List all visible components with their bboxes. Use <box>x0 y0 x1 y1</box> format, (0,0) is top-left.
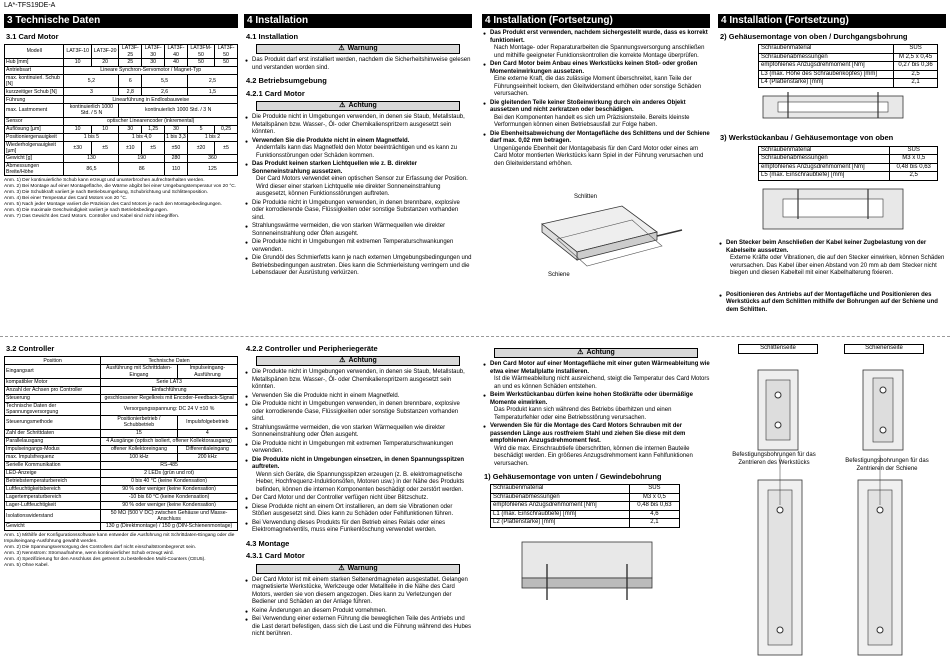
table-cell: 6 <box>119 74 142 87</box>
table-cell: Differentialeingang <box>177 445 237 453</box>
table-row <box>5 125 238 133</box>
env-item: ● Die Produkte nicht in Umgebungen verwenden, in denen brennbare, explosive oder korrodierende Gase, Flüssigkeiten oder sonstige Substanzen vorhanden sind. <box>252 200 472 223</box>
env-item: ● Strahlungswärme vermeiden, die von starken Wärmequellen wie direkter Sonneneinstrahlung oder Öfen ausgeht. <box>252 223 472 238</box>
table-row <box>759 45 938 54</box>
table-cell: Impulsfolgebetrieb <box>177 416 237 429</box>
table-cell: 1 bis 2 <box>187 133 237 141</box>
installation-cont-header-2: 4 Installation (Fortsetzung) <box>718 14 946 28</box>
table-cell: Schraubenmaterial <box>759 45 894 54</box>
table-cell: 190 <box>119 155 165 163</box>
table-cell: L4 (Plattenstärke) [mm] <box>759 79 894 88</box>
note-line: Anm. 2) Die Spannungsversorgung des Controllers darf nicht einschaltstrombegrenzt sein. <box>4 545 196 550</box>
bottom-mounting-table <box>490 484 680 528</box>
table-row <box>5 523 238 531</box>
table-cell: 4 Ausgänge (optisch isoliert, offener Kollektorausgang) <box>101 437 238 445</box>
table-cell: 2,5 <box>890 172 938 181</box>
table-row <box>491 485 680 494</box>
table-cell: Sensor <box>5 117 64 125</box>
table-cell: 4,6 <box>629 510 679 519</box>
table-cell: 1 bis 3,3 <box>166 133 186 140</box>
env-item-bold: ● Verwenden Sie die Produkte nicht in einem Magnetfeld. Andernfalls kann das Magnetfeld den Motor beeinträchtigen und es kann zu Funktionsstörungen oder Schäden kommen. <box>252 138 472 161</box>
table-row <box>491 510 680 519</box>
table-row <box>5 141 238 154</box>
workpiece-mounting-title: 3) Werkstückanbau / Gehäusemontage von oben <box>720 133 894 143</box>
table-cell: 5,5 <box>142 74 188 87</box>
table-cell: Schraubenabmessungen <box>759 53 894 62</box>
table-cell: 0 bis 40 °C (keine Kondensation) <box>101 477 238 485</box>
table-row <box>5 378 238 386</box>
table-row <box>5 394 238 402</box>
env-item: ● Die Grundöl des Schmierfetts kann je nach externen Umgebungsbedingungen und Betriebsbedingungen austreten. Dies kann die Schmierleistung verringern und die Lebensdauer der Ausrüstung verkürzen. <box>252 255 472 278</box>
table-cell: M3 x 0,5 <box>890 155 938 164</box>
slide-side-label: Schlittenseite <box>738 344 818 354</box>
table-row <box>5 58 238 66</box>
table-cell: Serielle Kommunikation <box>5 461 101 469</box>
bottom-mounting-title: 1) Gehäusemontage von unten / Gewindebohrung <box>484 472 662 481</box>
table-cell: SUS <box>890 146 938 155</box>
motor-spec-table <box>4 44 238 176</box>
env-item: ● Der Card Motor und der Controller verfügen nicht über Blitzschutz. <box>252 495 472 503</box>
table-cell: Schraubenabmessungen <box>759 155 890 164</box>
table-cell: Luftfeuchtigkeitsbereich <box>5 485 101 493</box>
table-cell: 2,1 <box>629 519 679 528</box>
table-row <box>759 146 938 155</box>
installation-header: 4 Installation <box>244 14 472 28</box>
specs-header: Technische Daten <box>101 357 238 365</box>
motor-col-header: LAT3F-10 <box>64 45 91 58</box>
note-line: Anm. 3) Nennstrom: Stromaufnahme, wenn kontinuierlicher Schub erzeugt wird. <box>4 551 174 556</box>
table-cell: 90 % oder weniger (keine Kondensation) <box>101 501 238 509</box>
note-line: Anm. 4) Bei einer Temperatur des Card Motors von 20 °C. <box>4 196 128 202</box>
installation-subheading: 4.1 Installation <box>246 32 299 41</box>
mount-caution-item: ● Beim Werkstückanbau dürfen keine hohen Stoßkräfte oder übermäßige Momente einwirken. Das Produkt kann sich während des Betriebs überhitzen und einen Temperaturfehler oder eine Betriebsstörung verursachen. <box>490 392 710 422</box>
table-cell: Steuerung <box>5 394 101 402</box>
warning-banner: ⚠ Warnung <box>256 564 460 574</box>
table-cell: Ausführung mit Schrittdaten-Eingang <box>101 365 178 378</box>
controller-notes <box>4 533 238 569</box>
env-item: ● Die Produkte nicht in Umgebungen verwenden, in denen brennbare, explosive oder korrodierende Gase, Flüssigkeiten oder sonstige Substanzen vorhanden sind. <box>252 401 472 424</box>
installation-cont-header: 4 Installation (Fortsetzung) <box>482 14 710 28</box>
environment-heading: 4.2 Betriebsumgebung <box>246 76 327 86</box>
table-cell: 20 <box>91 58 118 66</box>
env-item: ● Bei Verwendung dieses Produkts für den Betrieb eines Relais oder eines Elektromagnetventils, muss eine Funkenlöschung verwendet werden. <box>252 520 472 535</box>
table-cell: 30 <box>165 125 188 133</box>
table-cell: Technische Daten der Spannungsversorgung <box>5 402 101 415</box>
table-cell: offener Kollektoreingang <box>101 445 178 453</box>
table-cell: Anzahl der Achsen pro Controller <box>5 386 101 394</box>
position-header: Position <box>5 357 101 365</box>
motor-notes <box>4 178 238 220</box>
tech-data-column <box>4 14 238 332</box>
table-cell: Isolationswiderstand <box>5 509 101 522</box>
holes-figure <box>718 340 946 660</box>
tech-data-header: 3 Technische Daten <box>4 14 238 28</box>
table-cell: -10 bis 60 °C (keine Kondensation) <box>101 493 238 501</box>
table-cell: max. kontinuierl. Schub [N] <box>5 74 64 87</box>
warning-icon: ⚠ <box>338 564 345 572</box>
table-cell: max. Lastmoment <box>5 104 64 117</box>
table-cell: Antriebsart <box>5 66 64 74</box>
note-line: Anm. 5) Nach jeder Montage variiert die Präzision des Card Motors je nach den Montagebedingungen. <box>4 202 222 208</box>
mount-item: ● Keine Änderungen an diesem Produkt vornehmen. <box>252 608 472 616</box>
table-cell: 1,5 <box>187 88 237 96</box>
motor-col-header: LAT3F-20 <box>91 45 118 58</box>
workpiece-mounting-table <box>758 146 938 181</box>
table-cell: Wiederholgenauigkeit [µm] <box>5 141 64 154</box>
env-item: ● Verwenden Sie die Produkte nicht in einem Magnetfeld. <box>252 393 472 401</box>
table-cell: Schraubenmaterial <box>759 146 890 155</box>
table-cell: Lagertemperaturbereich <box>5 493 101 501</box>
table-cell: 40 <box>165 58 188 66</box>
table-cell: Gewicht [g] <box>5 155 64 163</box>
table-cell: Auflösung [µm] <box>5 125 64 133</box>
table-cell: 2 LEDs (grün und rot) <box>101 469 238 477</box>
env-item: ● Strahlungswärme vermeiden, die von starken Wärmequellen wie direkter Sonneneinstrahlung oder Öfen ausgeht. <box>252 425 472 440</box>
table-cell: 25 <box>119 58 142 66</box>
note-line: Anm. 7) Das Gewicht des Card Motors. Controller und Kabel sind nicht inbegriffen. <box>4 214 180 220</box>
table-cell: 0,25 <box>215 125 238 133</box>
table-row <box>5 104 238 117</box>
caution-banner: ⚠ Achtung <box>256 101 460 111</box>
table-row <box>5 117 238 125</box>
controller-env-list <box>244 369 472 535</box>
mount-item: ● Der Card Motor ist mit einem starken Seltenerdmagneten ausgestattet. Gelangen magnetisierte Werkstücke, Werkzeuge oder Metallteile in die Nähe des Card Motors, werden sie von diesem angezogen. Dies kann zu Verletzungen der Bediener und Schäden an der Anlage führen. <box>252 577 472 607</box>
table-cell: empfohlenes Anzugsdrehmoment [Nm] <box>759 62 894 71</box>
table-cell: Lager-Luftfeuchtigkeit <box>5 501 101 509</box>
table-cell: 130 <box>64 155 119 163</box>
note-line: Anm. 2) Bei Montage auf einer Montagefläche, die Wärme abgibt bei einer Umgebungstemperatur von 20 °C. <box>4 184 237 190</box>
install-item: ● Das Produkt erst verwenden, nachdem sichergestellt wurde, dass es korrekt funktioniert. Nach Montage- oder Reparaturarbeiten die Spannungsversorgung anschließen und mithilfe geeigneter Funktionskontrollen die korrekte Montage überprüfen. <box>490 30 710 60</box>
note-line: Anm. 6) Die maximale Geschwindigkeit variiert je nach Betriebsbedingungen. <box>4 208 168 214</box>
note-line: Anm. 4) Spezifizierung für den Anschluss des getrennt zu bestellenden Multi-Counters (CEU5). <box>4 557 206 562</box>
table-cell: empfohlenes Anzugsdrehmoment [Nm] <box>759 163 890 172</box>
env-item-bold: ● Das Produkt keinen starken Lichtquellen wie z. B. direkter Sonneneinstrahlung aussetzen. Der Card Motors verwendet einen optischen Sensor zur Erfassung der Position. Wird dieser einer starken Lichtquelle wie direkter Sonneneinstrahlung ausgesetzt, können Funktionsstörungen auftreten. <box>252 161 472 199</box>
table-cell: 360 <box>187 155 237 163</box>
caution-icon: ⚠ <box>339 102 346 110</box>
table-row <box>5 485 238 493</box>
table-cell: 1 bis 4,0 <box>119 133 165 141</box>
slide-label: Schlitten <box>574 194 598 200</box>
table-row <box>5 429 238 437</box>
table-cell: kurzzeitiger Schub [N] <box>5 88 64 96</box>
top-mounting-table <box>758 44 938 88</box>
env-item: ● Die Produkte nicht in Umgebungen verwenden, in denen sie Staub, Metallstaub, Metallspänen bzw. Wasser-, Öl- oder Chemikalienspritzern ausgesetzt sein könnten. <box>252 114 472 137</box>
table-cell: 30 <box>142 58 165 66</box>
installation-cont-column <box>482 14 710 332</box>
table-cell: 100 kHz <box>101 453 178 461</box>
table-row <box>491 519 680 528</box>
workpiece-mounting-figure <box>758 185 908 233</box>
table-cell: ±30 <box>64 141 91 154</box>
table-row <box>5 445 238 453</box>
table-cell: L3 (max. Höhe des Schraubenkopfes) [mm] <box>759 70 894 79</box>
table-cell: 110 <box>165 163 188 176</box>
caution-banner: ⚠ Achtung <box>494 348 698 358</box>
table-cell: M3 x 0,5 <box>629 493 679 502</box>
table-row <box>5 402 238 415</box>
table-cell: ±5 <box>215 141 238 154</box>
table-row <box>759 172 938 181</box>
holes-column <box>718 340 946 666</box>
warning-banner: ⚠ Warnung <box>256 44 460 54</box>
slide-holes-label: Befestigungsbohrungen für das Zentrieren des Werkstücks <box>732 452 816 466</box>
positioning-item: ● Positionieren des Antriebs auf der Montagefläche und Positionieren des Werkstücks auf dem Schlitten mithilfe der Bohrungen auf der Schiene und dem Schlitten. <box>726 292 946 315</box>
table-cell: 4 <box>177 429 237 437</box>
table-row <box>5 453 238 461</box>
table-cell: Impulseingangs-Modus <box>5 445 101 453</box>
table-cell: kontinuierlich 1000 Std. / 5 N <box>64 104 119 117</box>
top-mounting-title: 2) Gehäusemontage von oben / Durchgangsbohrung <box>720 32 908 41</box>
table-cell: Positioniergenauigkeit <box>5 133 64 141</box>
install-warning-text: ● Das Produkt darf erst installiert werden, nachdem die Sicherheitshinweise gelesen und verstanden worden sind. <box>252 57 472 72</box>
bottom-mounting-figure <box>512 534 662 614</box>
mount-item: ● Bei Verwendung einer externen Führung die beweglichen Teile des Antriebs und die Last derart befestigen, dass sich die Last und die Führung während des Hubes nicht berühren. <box>252 616 472 639</box>
table-row <box>759 70 938 79</box>
table-cell: Schraubenmaterial <box>491 485 630 494</box>
table-cell: 2,5 <box>894 70 938 79</box>
table-cell: L5 (max. Einschraubtiefe) [mm] <box>759 172 890 181</box>
table-cell: 10 <box>64 58 91 66</box>
env-item: ● Diese Produkte nicht an einem Ort installieren, an dem sie Vibrationen oder Stößen ausgesetzt sind. Dies kann zu Schäden oder Fehlfunktionen führen. <box>252 504 472 519</box>
table-row <box>759 155 938 164</box>
table-cell: Führung <box>5 96 64 104</box>
table-cell: 50 <box>215 58 238 66</box>
table-cell: Steuerungsmethode <box>5 416 101 429</box>
table-row <box>491 502 680 511</box>
table-cell: kontinuierlich 1000 Std. / 3 N <box>119 104 238 117</box>
mounting-caution-column <box>482 340 710 666</box>
table-cell: 280 <box>165 155 188 163</box>
page-divider <box>0 336 950 337</box>
installation-column <box>244 14 472 332</box>
table-cell: 130 g (Direktmontage) / 150 g (DIN-Schienenmontage) <box>101 523 238 531</box>
table-cell: ±5 <box>142 141 165 154</box>
table-row <box>5 469 238 477</box>
rail-label: Schiene <box>548 272 570 278</box>
caution-icon: ⚠ <box>577 349 584 356</box>
table-cell: 5 <box>187 125 214 133</box>
table-row <box>5 74 238 87</box>
table-cell: optischer Linearencoder (inkremental) <box>64 117 238 125</box>
table-cell: max. Impulsfrequenz <box>5 453 101 461</box>
table-cell: 1 bis 5 <box>64 133 119 141</box>
rail-side-label: Schienenseite <box>844 344 924 354</box>
motor-col-header: LAT3FM-50 <box>187 45 214 58</box>
table-cell: Parallelausgang <box>5 437 101 445</box>
table-cell: 90 % oder weniger (keine Kondensation) <box>101 485 238 493</box>
table-cell: ±20 <box>187 141 214 154</box>
table-cell: 10 <box>64 125 91 133</box>
table-cell: Einfachführung <box>101 386 238 394</box>
table-row <box>5 365 238 378</box>
table-cell: L2 (Plattenstärke) [mm] <box>491 519 630 528</box>
table-cell: Schraubenabmessungen <box>491 493 630 502</box>
env-item-bold: ● Die Produkte nicht in Umgebungen einsetzen, in denen Spannungsspitzen auftreten. Wenn sich Geräte, die Spannungsspitzen erzeugen (z. B. elektromagnetische Heber, Hochfrequenz-Induktionsöfen, Motoren usw.) in der Nähe des Produkts befinden, können die internen Komponenten beschädigt oder zerstört werden. <box>252 457 472 495</box>
table-cell: Hub [mm] <box>5 58 64 66</box>
table-cell: 10 <box>91 125 118 133</box>
table-cell: 15 <box>101 429 178 437</box>
table-row <box>5 163 238 176</box>
controller-env-column <box>244 340 472 666</box>
table-row <box>759 163 938 172</box>
table-cell: Linearführung in Endlosbauweise <box>64 96 238 104</box>
table-cell: 2,5 <box>187 74 237 87</box>
connector-item: ● Den Stecker beim Anschließen der Kabel keiner Zugbelastung von der Kabelseite aussetzen. Externe Kräfte oder Vibrationen, die auf den Stecker einwirken, können Schäden verursachen. Das Kabel über einen Abstand von 20 mm ab dem Stecker nicht biegen und diesen Kabelteil mit einer Kabelhalterung fixieren. <box>726 240 946 278</box>
table-row <box>5 501 238 509</box>
install-item: ● Den Card Motor beim Anbau eines Werkstücks keinen Stoß- oder großen Momenteinwirkungen aussetzen. Eine externe Kraft, die das zulässige Moment überschreitet, kann Teile der Führungseinheit lockern, den Gleitwiderstand erhöhen oder sonstige Schäden verursachen. <box>490 61 710 99</box>
table-cell: 0,48 bis 0,63 <box>890 163 938 172</box>
mount-caution-item: ● Den Card Motor auf einer Montagefläche mit einer guten Wärmeableitung wie etwa einer Metallplatte installieren. Ist die Wärmeableitung nicht ausreichend, steigt die Temperatur des Card Motors an und es können Schäden entstehen. <box>490 361 710 391</box>
table-cell: SUS <box>629 485 679 494</box>
table-cell: ±50 <box>165 141 188 154</box>
table-cell: RS-485 <box>101 461 238 469</box>
table-cell: 2,8 <box>119 88 142 96</box>
table-cell: kompatibler Motor <box>5 378 101 386</box>
mounting-top-column <box>718 14 946 332</box>
table-row <box>5 509 238 522</box>
controller-heading: 3.2 Controller <box>6 344 55 353</box>
rail-holes-label: Befestigungsbohrungen für das Zentrieren der Schiene <box>845 458 929 472</box>
table-cell: 50 <box>187 58 214 66</box>
env-item: ● Die Produkte nicht in Umgebungen mit extremen Temperaturschwankungen verwenden. <box>252 441 472 456</box>
table-cell: 125 <box>187 163 237 176</box>
table-cell: 30 <box>119 125 142 133</box>
table-row <box>5 416 238 429</box>
table-cell: ±10 <box>119 141 142 154</box>
table-row <box>5 386 238 394</box>
table-cell: 5,2 <box>64 74 119 87</box>
table-row <box>5 461 238 469</box>
card-motor-heading: 3.1 Card Motor <box>6 32 59 41</box>
note-line: Anm. 1) Mithilfe der Konfigurationssoftware kann entweder die Ausführung mit Schrittdaten-Eingang oder die Impulseingang-Ausführung gewählt werden. <box>4 533 235 544</box>
table-cell: 1,25 <box>142 125 165 133</box>
table-row <box>5 88 238 96</box>
table-cell: Versorgungsspannung: DC 24 V ±10 % <box>101 402 238 415</box>
note-line: Anm. 3) Die Schubkraft variiert je nach Betriebsumgebung, Schubrichtung und Schlittenposition. <box>4 190 208 196</box>
card-motor-env-heading: 4.2.1 Card Motor <box>246 88 305 98</box>
motor-col-header: LAT3F-30 <box>142 45 165 58</box>
warning-icon: ⚠ <box>338 45 345 53</box>
caution-icon: ⚠ <box>339 357 346 365</box>
motor-col-header: LAT3F-25 <box>119 45 142 58</box>
table-row <box>5 477 238 485</box>
table-cell: Abmessungen Breite/Höhe <box>5 163 64 176</box>
table-row <box>491 493 680 502</box>
table-cell: Serie LAT3 <box>101 378 238 386</box>
table-cell: Zahl der Schrittdaten <box>5 429 101 437</box>
env-item: ● Die Produkte nicht in Umgebungen verwenden, in denen sie Staub, Metallstaub, Metallspänen bzw. Wasser-, Öl- oder Chemikalienspritzern ausgesetzt sein könnten. <box>252 369 472 392</box>
caution-banner: ⚠ Achtung <box>256 356 460 366</box>
table-cell: 200 kHz <box>177 453 237 461</box>
table-cell: Impulseingang-Ausführung <box>177 365 237 378</box>
table-row <box>5 96 238 104</box>
motor-col-header: LAT3F-40 <box>165 45 188 58</box>
motor-col-header: LAT3F-50 <box>215 45 238 58</box>
table-cell: ±5 <box>91 141 118 154</box>
motor-col-header: Modell <box>5 45 64 58</box>
mounting-heading: 4.3 Montage <box>246 538 290 548</box>
note-line: Anm. 5) Ohne Kabel. <box>4 563 49 568</box>
table-cell: 0,48 bis 0,63 <box>629 502 679 511</box>
table-cell: L1 (max. Einschraubtiefe) [mm] <box>491 510 630 519</box>
table-row <box>759 53 938 62</box>
table-cell: Lineare Synchron-Servomotor / Magnet-Typ <box>64 66 238 74</box>
table-cell: 3 <box>64 88 119 96</box>
flatness-figure <box>482 194 710 284</box>
top-mounting-figure <box>758 92 908 126</box>
table-cell: 86,5 <box>64 163 119 176</box>
table-cell: Eingangsart <box>5 365 101 378</box>
table-row <box>759 79 938 88</box>
table-cell: 2,6 <box>142 88 188 96</box>
table-cell: SUS <box>894 45 938 54</box>
table-cell: 2,1 <box>894 79 938 88</box>
table-cell: 86 <box>119 163 165 176</box>
table-row <box>5 133 238 141</box>
controller-column <box>4 340 238 666</box>
table-cell: LED-Anzeige <box>5 469 101 477</box>
table-row <box>5 493 238 501</box>
table-cell: Gewicht <box>5 523 101 531</box>
table-row <box>759 62 938 71</box>
table-cell: 0,27 bis 0,36 <box>894 62 938 71</box>
env-item: ● Die Produkte nicht in Umgebungen mit extremen Temperaturschwankungen verwenden. <box>252 239 472 254</box>
table-row <box>5 66 238 74</box>
controller-spec-table <box>4 356 238 531</box>
table-cell: geschlossener Regelkreis mit Encoder-Feedback-Signal <box>101 394 238 402</box>
install-item: ● Die gleitenden Teile keiner Stoßeinwirkung durch ein anderes Objekt aussetzen und nicht zerkratzen oder beschädigen. Bei den Komponenten handelt es sich um Präzisionsteile. Bereits kleinste Verformungen können einen Betriebsausfall zur Folge haben. <box>490 100 710 130</box>
table-cell: 50 MΩ (500 V DC) zwischen Gehäuse und Masse-Anschluss <box>101 509 238 522</box>
table-cell: M 2,5 x 0,45 <box>894 53 938 62</box>
install-item: ● Die Ebenheitsabweichung der Montagefläche des Schlittens und der Schiene darf max. 0,02 mm betragen. Ungenügende Ebenheit der Montagebasis für den Card Motor oder eines am Card Motor montierten Werkstücks kann Spiel in der Führung verursachen und den Gleitwiderstand erhöhen. <box>490 131 710 169</box>
mount-caution-item: ● Verwenden Sie für die Montage des Card Motors Schrauben mit der passenden Länge aus rostfreiem Stahl und ziehen Sie diese mit dem empfohlenen Anzugsdrehmoment fest. Wird die max. Einschraubtiefe überschritten, können die internen Bauteile beschädigt werden. Ein größeres Anzugsdrehmoment kann Fehlfunktionen verursachen. <box>490 423 710 468</box>
table-row <box>5 155 238 163</box>
card-motor-mounting-heading: 4.3.1 Card Motor <box>246 551 305 561</box>
table-row <box>5 437 238 445</box>
table-cell: empfohlenes Anzugsdrehmoment [Nm] <box>491 502 630 511</box>
note-line: Anm. 1) Der kontinuierliche Schub kann erzeugt und ununterbrochen aufrechterhalten werden. <box>4 178 205 184</box>
controller-env-heading: 4.2.2 Controller und Peripheriegeräte <box>246 344 378 353</box>
document-code: LA*-TFS19DE-A <box>4 2 56 9</box>
table-cell: Positionierbetrieb / Schubbetrieb <box>101 416 178 429</box>
table-cell: Betriebstemperaturbereich <box>5 477 101 485</box>
